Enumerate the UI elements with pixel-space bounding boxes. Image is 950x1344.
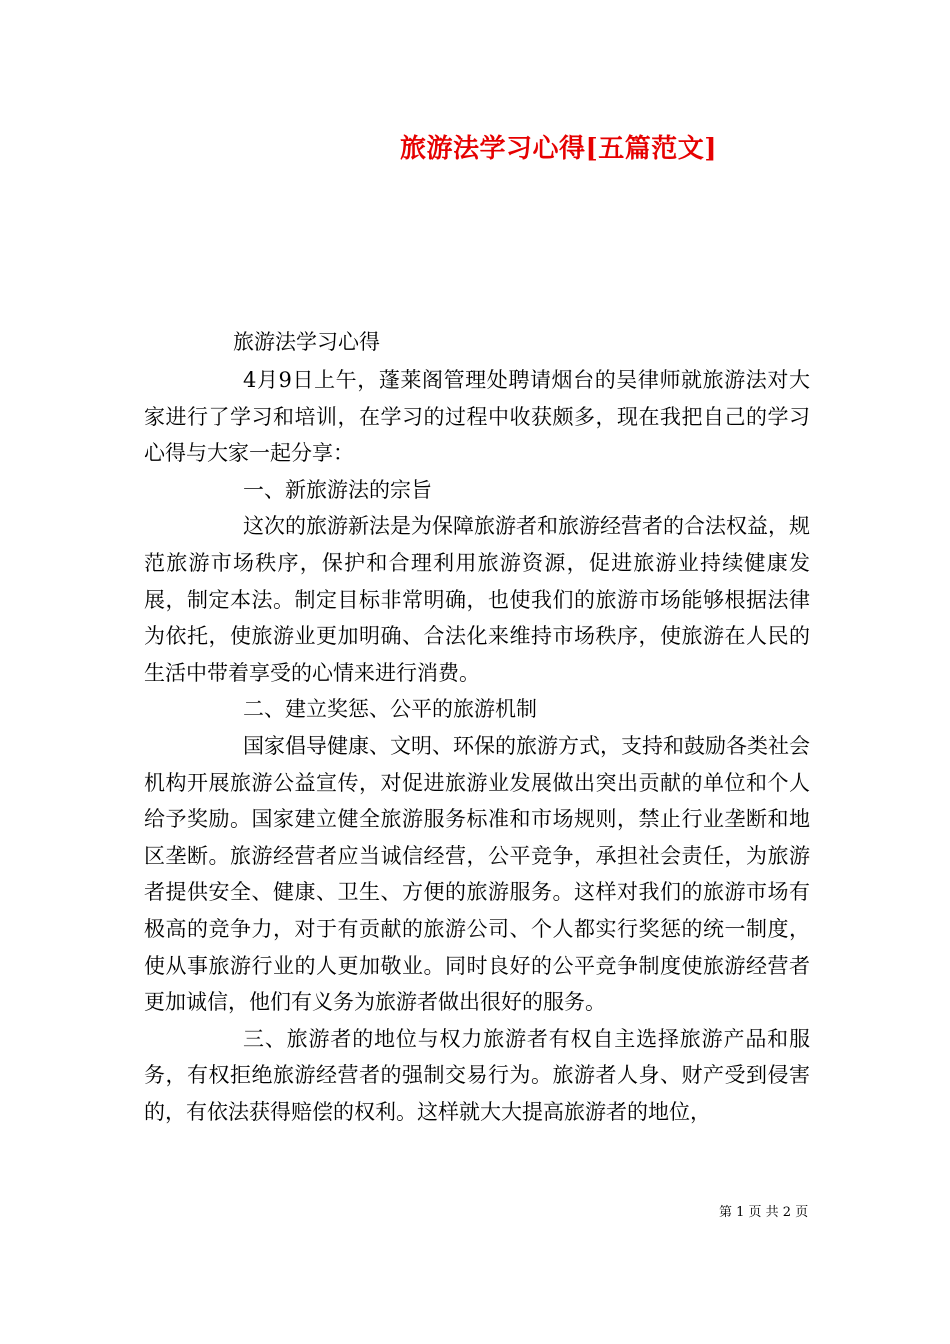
paragraph-mechanism: 国家倡导健康、文明、环保的旅游方式，支持和鼓励各类社会机构开展旅游公益宣传，对促进旅游业发展做出突出贡献的单位和个人给予奖励。国家建立健全旅游服务标准和市场规则，禁止行业垄断和地区垄断。旅游经营者应当诚信经营，公平竞争，承担社会责任，为旅游者提供安全、健康、卫生、方便的旅游服务。这样对我们的旅游市场有极高的竞争力，对于有贡献的旅游公司、个人都实行奖惩的统一制度，使从事旅游行业的人更加敬业。同时良好的公平竞争制度使旅游经营者更加诚信，他们有义务为旅游者做出很好的服务。: [144, 733, 810, 1015]
document-title: 旅游法学习心得[五篇范文]: [400, 134, 718, 164]
page-footer: 第 1 页 共 2 页: [719, 1205, 809, 1220]
subheading-mechanism: 二、建立奖惩、公平的旅游机制: [243, 697, 537, 722]
subheading-purpose: 一、新旅游法的宗旨: [243, 477, 432, 502]
paragraph-tourist-rights: 三、旅游者的地位与权力旅游者有权自主选择旅游产品和服务，有权拒绝旅游经营者的强制交易行为。旅游者人身、财产受到侵害的，有依法获得赔偿的权利。这样就大大提高旅游者的地位，: [144, 1026, 810, 1124]
document-body: [144, 362, 810, 1130]
section-heading: 旅游法学习心得: [233, 330, 380, 354]
paragraph-purpose: 这次的旅游新法是为保障旅游者和旅游经营者的合法权益，规范旅游市场秩序，保护和合理利用旅游资源，促进旅游业持续健康发展，制定本法。制定目标非常明确，也使我们的旅游市场能够根据法律为依托，使旅游业更加明确、合法化来维持市场秩序，使旅游在人民的生活中带着享受的心情来进行消费。: [144, 514, 810, 685]
paragraph-intro: 4月9日上午，蓬莱阁管理处聘请烟台的吴律师就旅游法对大家进行了学习和培训，在学习的过程中收获颇多，现在我把自己的学习心得与大家一起分享：: [144, 368, 810, 466]
